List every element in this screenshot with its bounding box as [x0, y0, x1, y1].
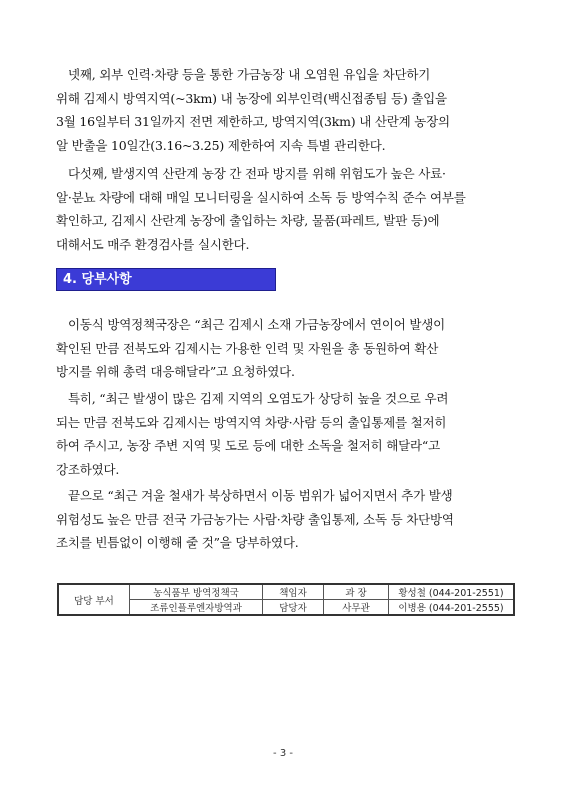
paragraph-line: 알 반출을 10일간(3.16~3.25) 제한하여 지속 특별 관리한다. — [56, 137, 386, 153]
paragraph-line: 확인된 만큼 전북도와 김제시는 가용한 인력 및 자원을 총 동원하여 확산 — [56, 340, 439, 356]
page-number: - 3 - — [273, 748, 293, 759]
contact-title: 과 장 — [324, 584, 389, 600]
contact-role: 담당자 — [263, 600, 324, 616]
paragraph-line: 되는 만큼 전북도와 김제시는 방역지역 차량·사람 등의 출입통제를 철저히 — [56, 414, 447, 430]
contact-label: 담당 부서 — [58, 584, 130, 615]
paragraph-line: 특히, “최근 발생이 많은 김제 지역의 오염도가 상당히 높을 것으로 우려 — [68, 391, 449, 406]
paragraph-line: 다섯째, 발생지역 산란계 농장 간 전파 방지를 위해 위험도가 높은 사료· — [68, 166, 446, 181]
paragraph-line: 대해서도 매주 환경검사를 실시한다. — [56, 236, 250, 252]
paragraph-line: 넷째, 외부 인력·차량 등을 통한 가금농장 내 오염원 유입을 차단하기 — [68, 67, 431, 82]
paragraph-line: 조치를 빈틈없이 이행해 줄 것”을 당부하였다. — [56, 535, 299, 550]
paragraph-request — [56, 313, 514, 384]
contact-person: 황성철 (044-201-2551) — [389, 584, 515, 600]
paragraph-line: 알·분뇨 차량에 대해 매일 모니터링을 실시하여 소독 등 방역수칙 준수 여부를 — [56, 189, 466, 205]
paragraph-line: 하여 주시고, 농장 주변 지역 및 도로 등에 대한 소독을 철저히 해달라“고 — [56, 438, 440, 453]
contact-dept: 조류인플루엔자방역과 — [130, 600, 263, 616]
paragraph-emphasis — [56, 387, 514, 481]
section-heading — [56, 268, 276, 291]
contact-person: 이병용 (044-201-2555) — [389, 600, 515, 616]
paragraph-line: 위험성도 높은 만큼 전국 가금농가는 사람·차량 출입통제, 소독 등 차단방역 — [56, 511, 454, 527]
contact-table — [57, 583, 515, 616]
paragraph-line: 방지를 위해 총력 대응해달라”고 요청하였다. — [56, 364, 295, 379]
paragraph-line: 끝으로 “최근 겨울 철새가 북상하면서 이동 범위가 넓어지면서 추가 발생 — [68, 488, 453, 503]
contact-dept: 농식품부 방역정책국 — [130, 584, 263, 600]
paragraph-line: 강조하였다. — [56, 461, 120, 477]
section-heading-text: 4. 당부사항 — [63, 272, 132, 287]
paragraph-line: 3월 16일부터 31일까지 전면 제한하고, 방역지역(3km) 내 산란계 농장의 — [56, 114, 450, 129]
contact-row — [58, 584, 514, 600]
paragraph-line: 확인하고, 김제시 산란계 농장에 출입하는 차량, 물품(파레트, 발판 등)에 — [56, 213, 440, 228]
paragraph-line: 위해 김제시 방역지역(~3km) 내 농장에 외부인력(백신접종팀 등) 출입을 — [56, 90, 447, 106]
contact-role: 책임자 — [263, 584, 324, 600]
paragraph-line: 이동식 방역정책국장은 “최근 김제시 소재 가금농장에서 연이어 발생이 — [68, 317, 445, 332]
contact-title: 사무관 — [324, 600, 389, 616]
paragraph-fourth — [56, 63, 514, 157]
paragraph-fifth — [56, 162, 514, 256]
paragraph-closing — [56, 484, 514, 555]
